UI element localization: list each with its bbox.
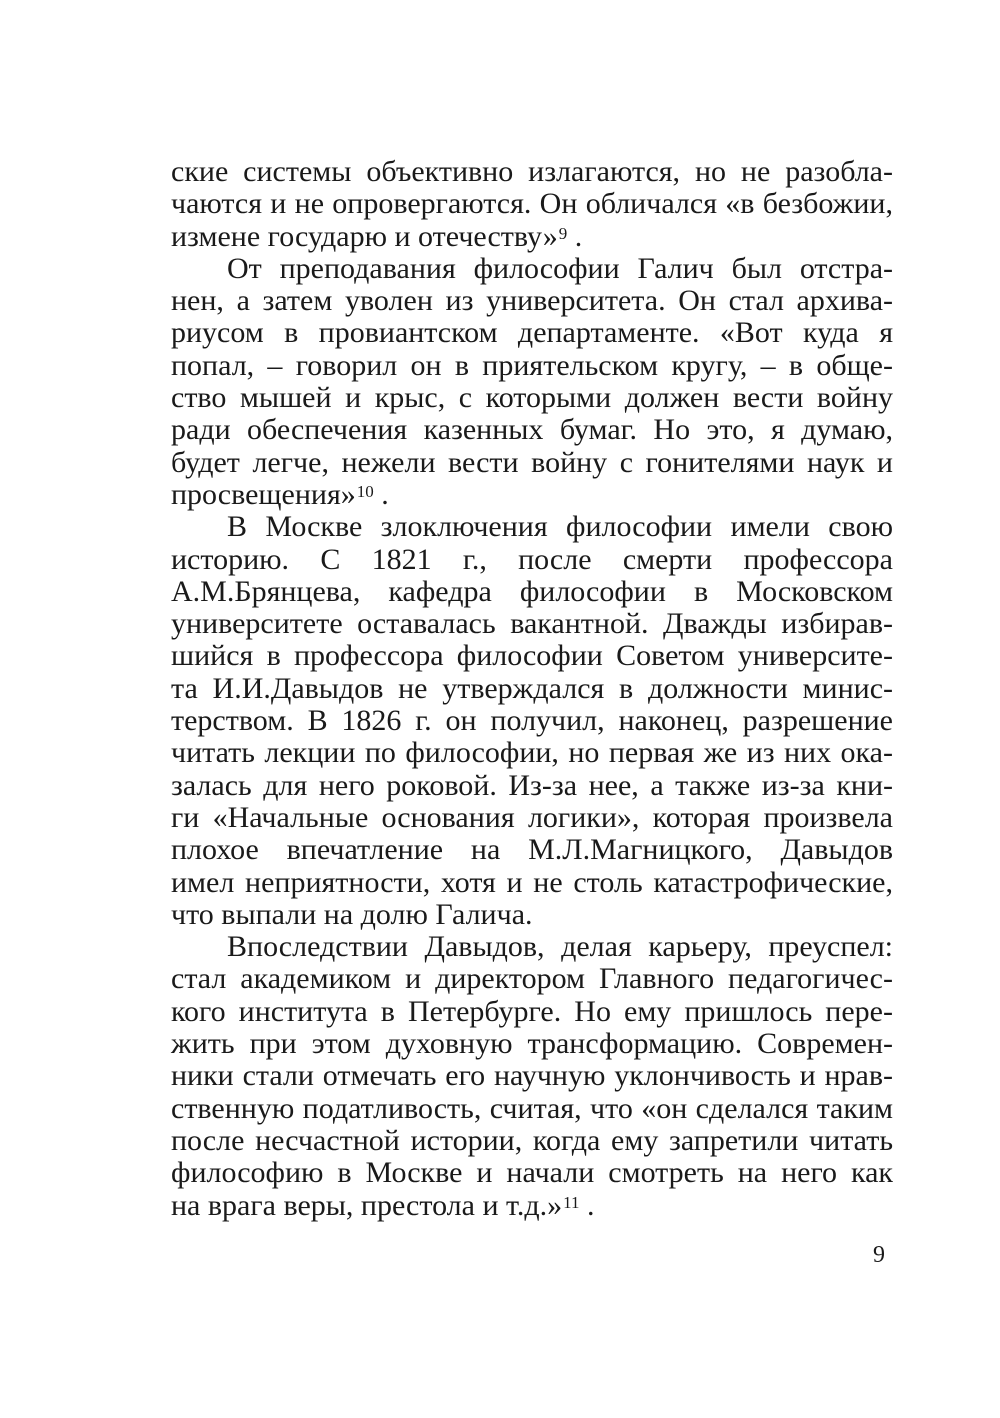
line-text: ственную податливость, считая, что «он сделался таким xyxy=(171,1091,893,1125)
text-line xyxy=(171,737,893,769)
line-text: после несчастной истории, когда ему запретили читать xyxy=(171,1123,893,1157)
line-text: жить при этом духовную трансформацию. Современ- xyxy=(171,1027,893,1061)
text-line xyxy=(171,834,893,866)
line-text: университете оставалась вакантной. Дважды избирав- xyxy=(171,607,893,641)
text-line xyxy=(171,414,893,446)
footnote-marker: 11 xyxy=(563,1192,580,1212)
line-text: та И.И.Давыдов не утверждался в должности минис- xyxy=(171,671,893,705)
text-line xyxy=(171,1190,893,1222)
text-line xyxy=(171,447,893,479)
line-text: ники стали отмечать его научную уклончивость и нрав- xyxy=(171,1059,893,1093)
footnote-marker: 10 xyxy=(356,481,374,501)
line-text: ские системы объективно излагаются, но не разобла- xyxy=(171,155,893,188)
line-text: читать лекции по философии, но первая же из них ока- xyxy=(171,736,893,770)
body-text xyxy=(171,156,893,1222)
text-line xyxy=(171,705,893,737)
text-line xyxy=(171,350,893,382)
line-punctuation: . xyxy=(567,219,583,253)
text-line xyxy=(171,996,893,1028)
line-text: шийся в профессора философии Советом университе- xyxy=(171,639,893,673)
line-text: От преподавания философии Галич был отстра- xyxy=(227,251,893,285)
text-line xyxy=(171,867,893,899)
line-text: попал, – говорил он в приятельском кругу, – в обще- xyxy=(171,348,893,382)
text-line xyxy=(171,317,893,349)
text-line xyxy=(171,285,893,317)
line-text: нен, а затем уволен из университета. Он стал архива- xyxy=(171,284,893,318)
text-line xyxy=(171,1060,893,1092)
line-punctuation: . xyxy=(373,477,389,511)
line-text: плохое впечатление на М.Л.Магницкого, Давыдов xyxy=(171,833,893,867)
text-line xyxy=(171,1093,893,1125)
line-text: философию в Москве и начали смотреть на него как xyxy=(171,1156,893,1190)
text-line xyxy=(171,931,893,963)
line-text: будет легче, нежели вести войну с гонителями наук и xyxy=(171,445,893,479)
text-line xyxy=(171,576,893,608)
text-line xyxy=(171,1157,893,1189)
footnote-marker: 9 xyxy=(558,223,568,243)
line-text: просвещения» xyxy=(171,477,356,511)
line-text: риусом в провиантском департаменте. «Вот куда я xyxy=(171,316,893,350)
text-line xyxy=(171,963,893,995)
text-line xyxy=(171,1125,893,1157)
line-text: имел неприятности, хотя и не столь катастрофические, xyxy=(171,865,893,899)
text-line xyxy=(171,253,893,285)
text-line xyxy=(171,899,893,931)
page-number: 9 xyxy=(873,1242,885,1268)
line-text: залась для него роковой. Из-за нее, а также из-за кни- xyxy=(171,768,893,802)
text-line xyxy=(171,156,893,188)
text-line xyxy=(171,608,893,640)
text-line xyxy=(171,802,893,834)
line-text: кого института в Петербурге. Но ему пришлось пере- xyxy=(171,994,893,1028)
line-text: измене государю и отечеству» xyxy=(171,219,558,253)
line-text: что выпали на долю Галича. xyxy=(171,897,533,931)
text-line xyxy=(171,640,893,672)
text-line xyxy=(171,770,893,802)
line-text: Впоследствии Давыдов, делая карьеру, преуспел: xyxy=(227,930,893,964)
text-line xyxy=(171,188,893,220)
text-line xyxy=(171,673,893,705)
line-text: историю. С 1821 г., после смерти профессора xyxy=(171,542,893,576)
text-line xyxy=(171,544,893,576)
text-line xyxy=(171,382,893,414)
line-text: на врага веры, престола и т.д.» xyxy=(171,1188,563,1222)
text-line xyxy=(171,221,893,253)
text-line xyxy=(171,511,893,543)
line-text: А.М.Брянцева, кафедра философии в Московском xyxy=(171,574,893,608)
line-text: В Москве злоключения философии имели свою xyxy=(227,510,893,544)
text-line xyxy=(171,1028,893,1060)
line-text: ство мышей и крыс, с которыми должен вести войну xyxy=(171,381,893,415)
line-text: чаются и не опровергаются. Он обличался «в безбожии, xyxy=(171,187,893,221)
line-text: ради обеспечения казенных бумаг. Но это, я думаю, xyxy=(171,413,893,447)
line-text: ги «Начальные основания логики», которая произвела xyxy=(171,800,893,834)
text-line xyxy=(171,479,893,511)
line-text: стал академиком и директором Главного педагогичес- xyxy=(171,962,893,996)
line-punctuation: . xyxy=(579,1188,595,1222)
line-text: терством. В 1826 г. он получил, наконец, разрешение xyxy=(171,704,893,738)
